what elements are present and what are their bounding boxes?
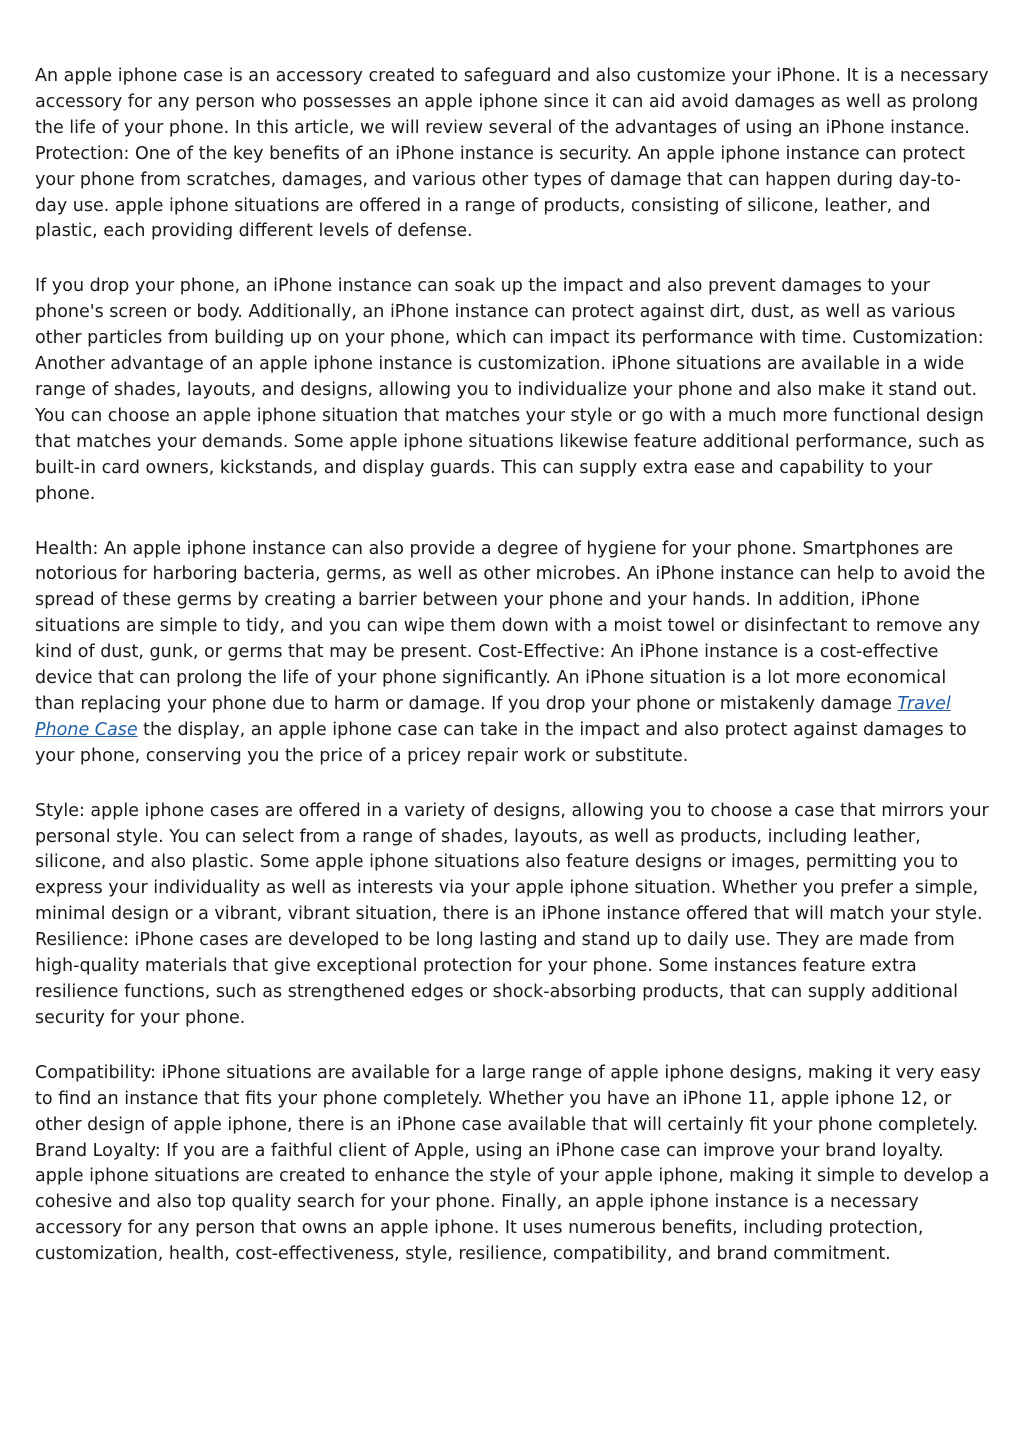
paragraph-style: Style: apple iphone cases are offered in a variety of designs, allowing you to choose a case that mirrors your personal style. You can select from a range of shades, layouts, as well as products, including leather, silicone, and also plastic. Some apple iphone situations also feature designs or images, permitting you to express your individuality as well as interests via your apple iphone situation. Whether you prefer a simple, minimal design or a vibrant, vibrant situation, there is an iPhone instance offered that will match your style. Resilience: iPhone cases are developed to be long lasting and stand up to daily use. They are made from high-quality materials that give exceptional protection for your phone. Some instances feature extra resilience functions, such as strengthened edges or shock-absorbing products, that can supply additional security for your phone. [35,800,989,1028]
paragraph-health-text-before: Health: An apple iphone instance can also provide a degree of hygiene for your phone. Smartphones are notorious for harboring bacteria, germs, as well as other microbes. An iPhone instance can help to avoid the spread of these germs by creating a barrier between your phone and your hands. In addition, iPhone situations are simple to tidy, and you can wipe them down with a moist towel or disinfectant to remove any kind of dust, gunk, or germs that may be present. Cost-Effective: An iPhone instance is a cost-effective device that can prolong the life of your phone significantly. An iPhone situation is a lot more economical than replacing your phone due to harm or damage. If you drop your phone or mistakenly damage [35,538,986,714]
travel-phone-case-link[interactable]: Travel Phone Case [35,693,951,740]
paragraph-health [35,537,991,770]
document-body [35,64,991,1297]
paragraph-health-text-after: the display, an apple iphone case can take in the impact and also protect against damages to your phone, conserving you the price of a pricey repair work or substitute. [35,719,967,766]
paragraph-customization: If you drop your phone, an iPhone instance can soak up the impact and also prevent damages to your phone's screen or body. Additionally, an iPhone instance can protect against dirt, dust, as well as various other particles from building up on your phone, which can impact its performance with time. Customization: Another advantage of an apple iphone instance is customization. iPhone situations are available in a wide range of shades, layouts, and designs, allowing you to individualize your phone and also make it stand out. You can choose an apple iphone situation that matches your style or go with a much more functional design that matches your demands. Some apple iphone situations likewise feature additional performance, such as built-in card owners, kickstands, and display guards. This can supply extra ease and capability to your phone. [35,276,985,504]
paragraph-protection: An apple iphone case is an accessory created to safeguard and also customize your iPhone. It is a necessary accessory for any person who possesses an apple iphone since it can aid avoid damages as well as prolong the life of your phone. In this article, we will review several of the advantages of using an iPhone instance. Protection: One of the key benefits of an iPhone instance is security. An apple iphone instance can protect your phone from scratches, damages, and various other types of damage that can happen during day-to-day use. apple iphone situations are offered in a range of products, consisting of silicone, leather, and plastic, each providing different levels of defense. [35,66,989,242]
paragraph-compatibility: Compatibility: iPhone situations are available for a large range of apple iphone designs, making it very easy to find an instance that fits your phone completely. Whether you have an iPhone 11, apple iphone 12, or other design of apple iphone, there is an iPhone case available that will certainly fit your phone completely. Brand Loyalty: If you are a faithful client of Apple, using an iPhone case can improve your brand loyalty. apple iphone situations are created to enhance the style of your apple iphone, making it simple to develop a cohesive and also top quality search for your phone. Finally, an apple iphone instance is a necessary accessory for any person that owns an apple iphone. It uses numerous benefits, including protection, customization, health, cost-effectiveness, style, resilience, compatibility, and brand commitment. [35,1062,990,1265]
